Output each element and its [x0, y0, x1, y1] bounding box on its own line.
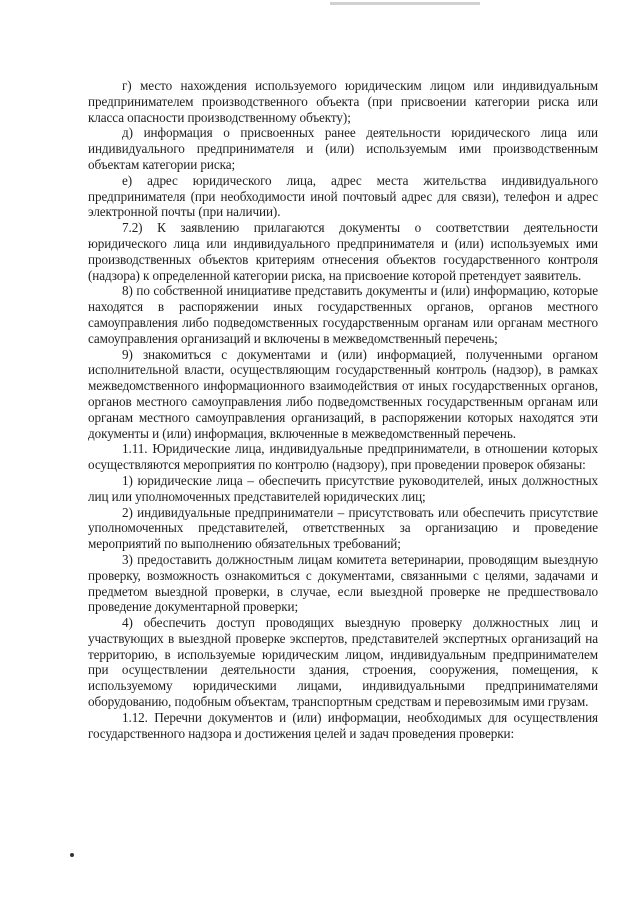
- paragraph-1-11-3: 3) предоставить должностным лицам комитета ветеринарии, проводящим выездную проверку, возможность ознакомиться с документами, связанными с целями, задачами и предметом выездной проверки, в случае, если выездной проверке не предшествовало проведение документарной проверки;: [88, 551, 598, 615]
- scan-speck: [70, 853, 74, 857]
- paragraph-1-12: 1.12. Перечни документов и (или) информации, необходимых для осуществления государственного надзора и достижения целей и задач проведения проверки:: [88, 709, 598, 741]
- paragraph-8: 8) по собственной инициативе представить документы и (или) информацию, которые находятся в распоряжении иных государственных органов, органов местного самоуправления либо подведомственных государственным органам или органам местного самоуправления организаций и включены в межведомственный перечень;: [88, 283, 598, 346]
- paragraph-g: г) место нахождения используемого юридическим лицом или индивидуальным предпринимателем производственного объекта (при присвоении категории риска или класса опасности производственному объекту);: [88, 78, 598, 125]
- paragraph-e: е) адрес юридического лица, адрес места жительства индивидуального предпринимателя (при необходимости иной почтовый адрес для связи), телефон и адрес электронной почты (при наличии).: [88, 172, 598, 220]
- paragraph-1-11: 1.11. Юридические лица, индивидуальные предприниматели, в отношении которых осуществляются мероприятия по контролю (надзору), при проведении проверок обязаны:: [88, 441, 598, 473]
- paragraph-7-2: 7.2) К заявлению прилагаются документы о соответствии деятельности юридического лица или индивидуального предпринимателя и (или) используемых ими производственных объектов критериям отнесения объектов государственного контроля (надзора) к определенной категории риска, на присвоение которой претендует заявитель.: [88, 220, 598, 283]
- paragraph-1-11-2: 2) индивидуальные предприниматели – присутствовать или обеспечить присутствие уполномоченных представителей, ответственных за организацию и проведение мероприятий по выполнению обязательных требований;: [88, 504, 598, 552]
- paragraph-1-11-1: 1) юридические лица – обеспечить присутствие руководителей, иных должностных лиц или уполномоченных представителей юридических лиц;: [88, 472, 598, 504]
- paragraph-9: 9) знакомиться с документами и (или) информацией, полученными органом исполнительной власти, осуществляющим государственный контроль (надзор), в рамках межведомственного информационного взаимодействия от иных государственных органов, органов местного самоуправления либо подведомственных государственным органам или органам местного самоуправления организаций, в распоряжении которых находятся эти документы и (или) информация, включенные в межведомственный перечень.: [88, 346, 598, 441]
- paragraph-d: д) информация о присвоенных ранее деятельности юридического лица или индивидуального предпринимателя и (или) используемым ими производственным объектам категории риска;: [88, 125, 598, 172]
- document-body: [88, 78, 598, 741]
- paragraph-1-11-4: 4) обеспечить доступ проводящих выездную проверку должностных лиц и участвующих в выездной проверке экспертов, представителей экспертных организаций на территорию, в используемые юридическим лицом, индивидуальным предпринимателем при осуществлении деятельности здания, строения, сооружения, помещения, к используемому юридическими лицами, индивидуальными предпринимателями оборудованию, подобным объектам, транспортным средствам и перевозимым ими грузам.: [88, 615, 598, 710]
- scan-artifact: [330, 2, 480, 5]
